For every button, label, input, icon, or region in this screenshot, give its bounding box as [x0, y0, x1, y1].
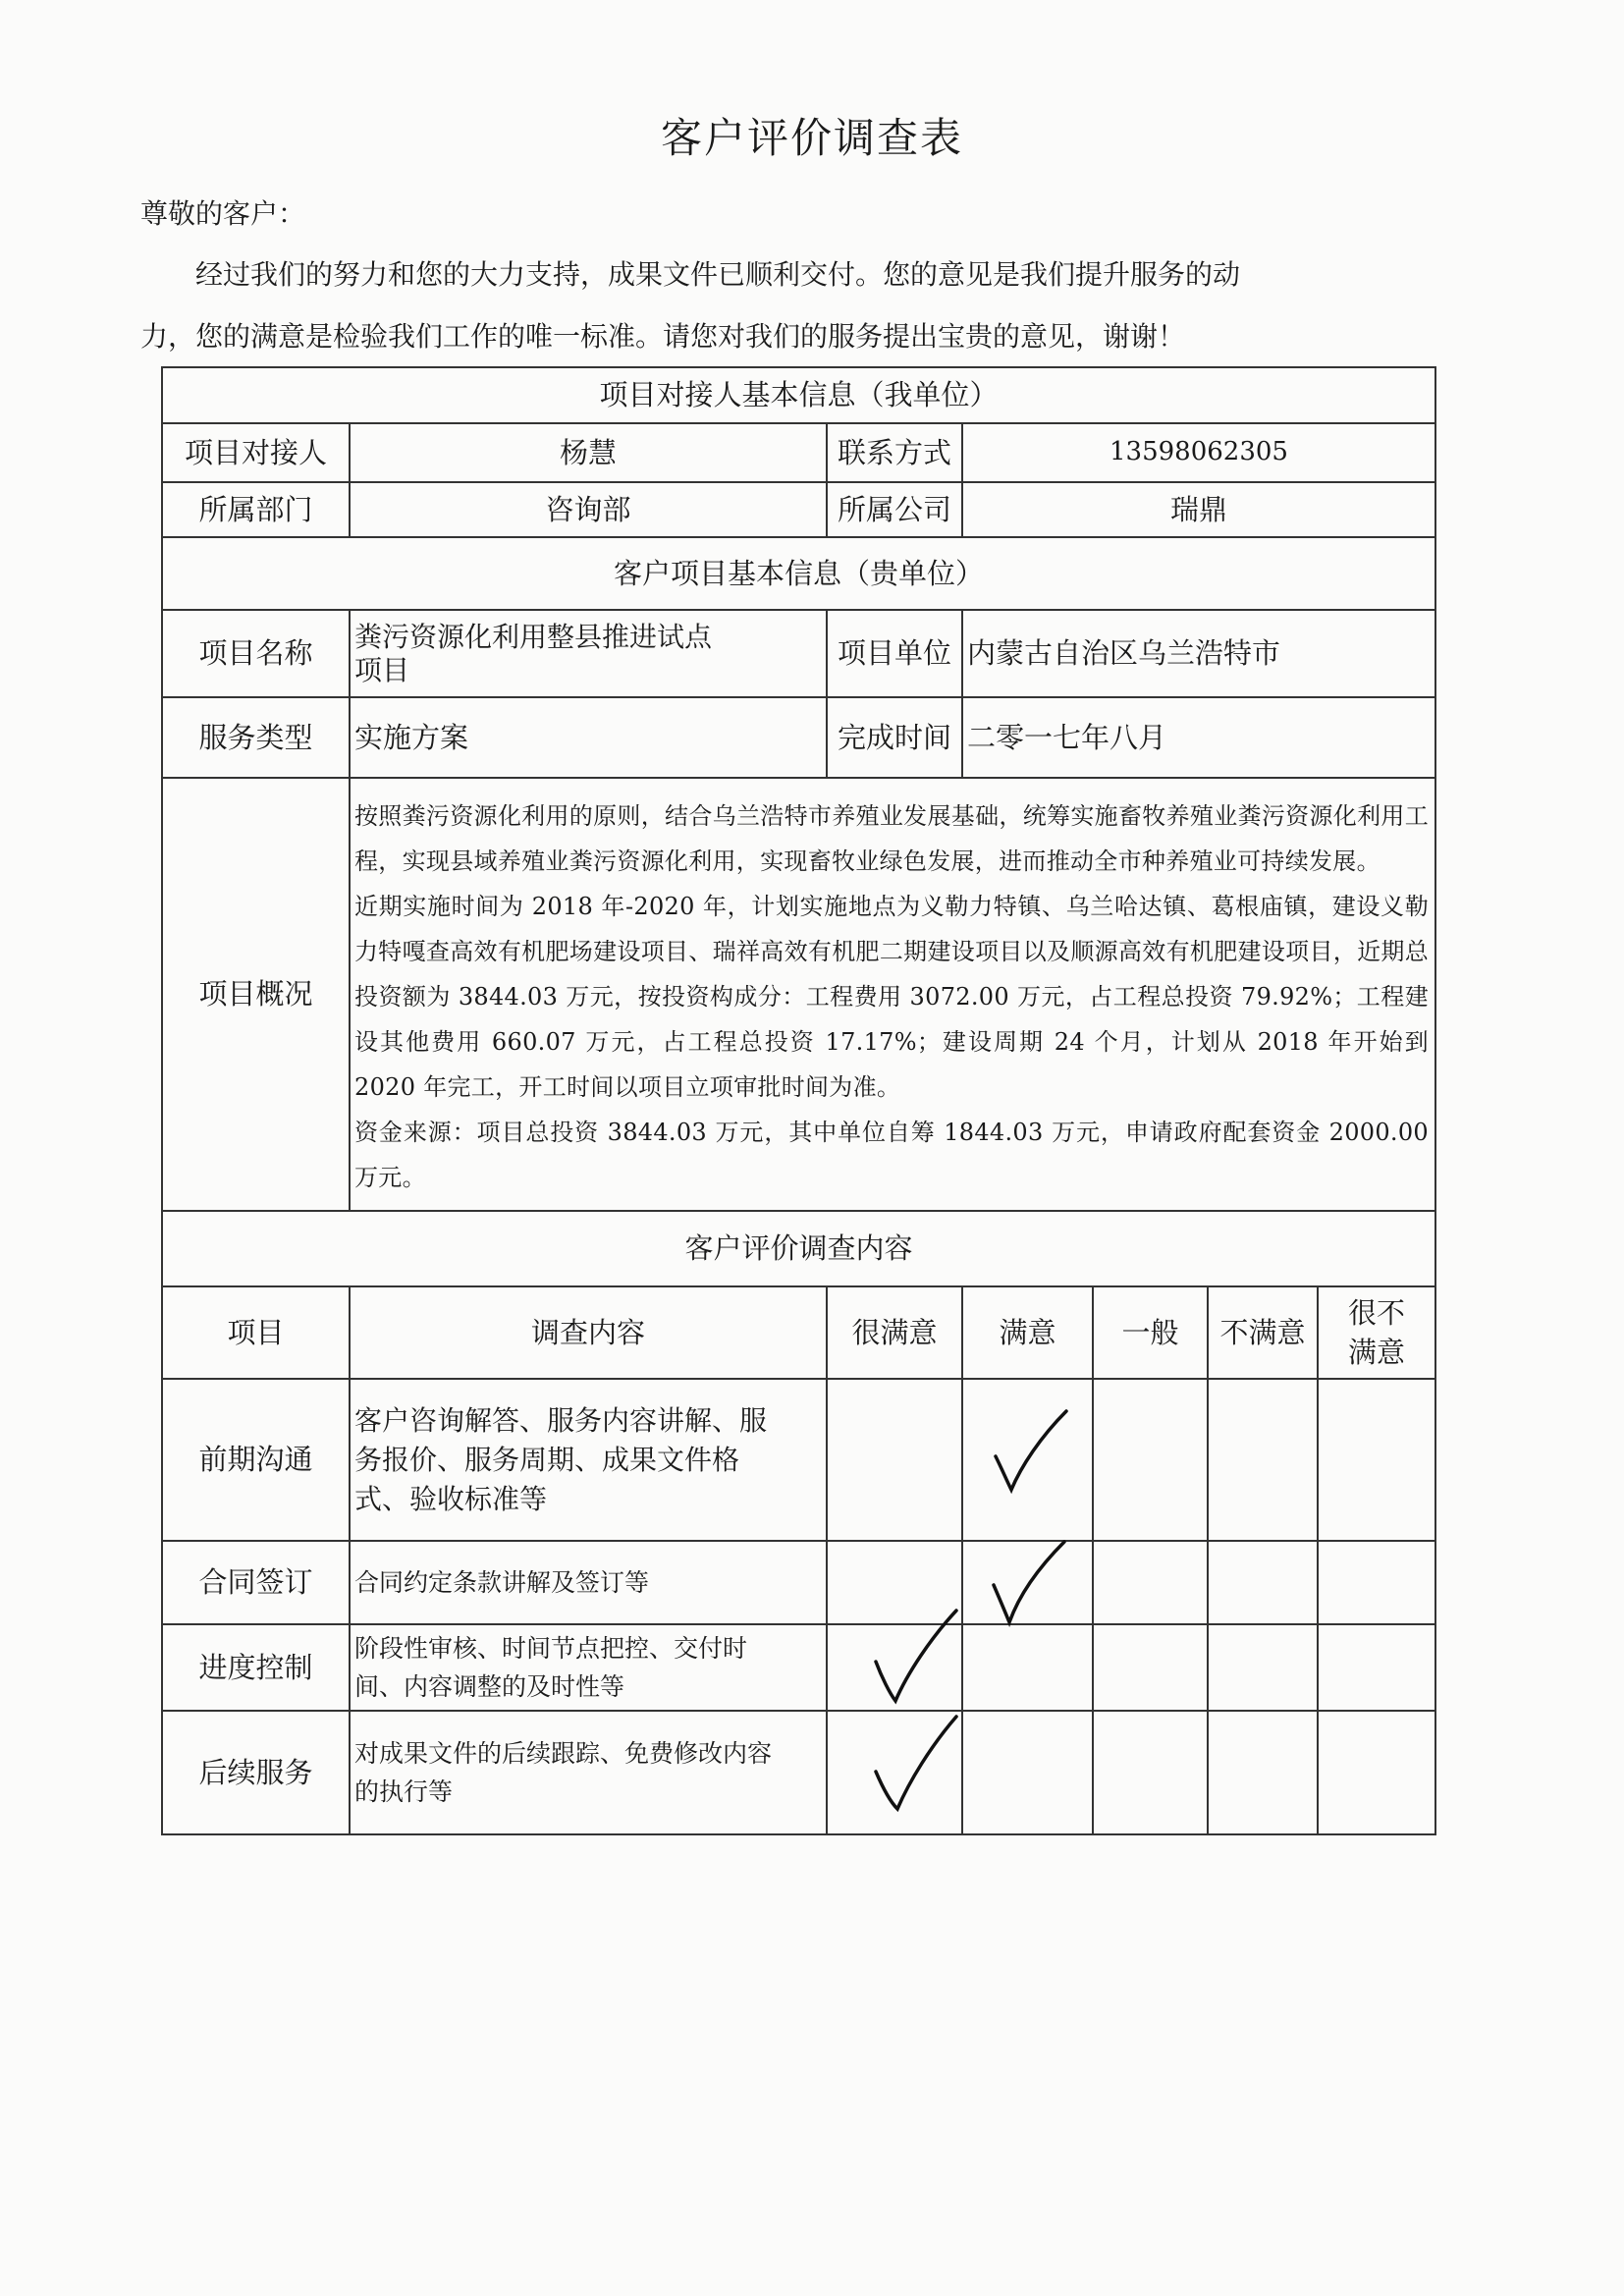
project-name-line-1: 粪污资源化利用整县推进试点 [354, 620, 713, 653]
document-title: 客户评价调查表 [660, 114, 963, 162]
rating-cell-average[interactable] [1092, 1378, 1209, 1542]
row-item-after-service: 后续服务 [161, 1710, 351, 1835]
intro-line-2: 力，您的满意是检验我们工作的唯一标准。请您对我们的服务提出宝贵的意见，谢谢！ [140, 320, 1186, 353]
phone-label: 联系方式 [826, 422, 963, 483]
overview-paragraph-3: 资金来源：项目总投资 3844.03 万元，其中单位自筹 1844.03 万元，申请政府配套资金 2000.00 万元。 [354, 1118, 1429, 1191]
check-mark-icon [872, 1715, 960, 1817]
row-item-progress-control: 进度控制 [161, 1623, 351, 1712]
project-name-line-2: 项目 [354, 653, 410, 686]
phone-value: 13598062305 [961, 422, 1436, 483]
check-mark-icon [990, 1540, 1068, 1632]
rating-cell-very-unsatisfied[interactable] [1317, 1710, 1436, 1835]
row-content-contract-signing: 合同约定条款讲解及签订等 [349, 1540, 828, 1625]
col-header-satisfied: 满意 [961, 1285, 1094, 1380]
client-section-header: 客户项目基本信息（贵单位） [161, 536, 1436, 611]
contact-person-value: 杨慧 [349, 422, 828, 483]
col-header-unsatisfied: 不满意 [1207, 1285, 1319, 1380]
rating-cell-satisfied[interactable] [961, 1710, 1094, 1835]
rating-cell-satisfied[interactable] [961, 1623, 1094, 1712]
row-content-after-service: 对成果文件的后续跟踪、免费修改内容的执行等 [349, 1710, 828, 1835]
department-value: 咨询部 [349, 481, 828, 538]
rating-cell-unsatisfied[interactable] [1207, 1623, 1319, 1712]
completion-value: 二零一七年八月 [961, 696, 1436, 779]
contact-person-label: 项目对接人 [161, 422, 351, 483]
project-unit-label: 项目单位 [826, 609, 963, 698]
row-content-pre-communication: 客户咨询解答、服务内容讲解、服务报价、服务周期、成果文件格式、验收标准等 [349, 1378, 828, 1542]
row-item-contract-signing: 合同签订 [161, 1540, 351, 1625]
col-header-very-unsatisfied-line-1: 很不 [1347, 1296, 1405, 1330]
col-header-very-unsatisfied [1317, 1285, 1436, 1380]
intro-line-1: 经过我们的努力和您的大力支持，成果文件已顺利交付。您的意见是我们提升服务的动 [195, 258, 1241, 291]
row-item-pre-communication: 前期沟通 [161, 1378, 351, 1542]
greeting: 尊敬的客户： [140, 197, 306, 230]
company-label: 所属公司 [826, 481, 963, 538]
col-header-content: 调查内容 [349, 1285, 828, 1380]
rating-cell-very-unsatisfied[interactable] [1317, 1378, 1436, 1542]
overview-paragraph-2: 近期实施时间为 2018 年-2020 年，计划实施地点为义勒力特镇、乌兰哈达镇、葛根庙镇，建设义勒力特嘎查高效有机肥场建设项目、瑞祥高效有机肥二期建设项目以及顺源高效有机肥建设项目，近期总投资额为 3844.03 万元，按投资构成分：工程费用 3072.00 万元，占工程总投资 79.92%；工程建设其他费用 660.07 万元，占工程总投资 17.17%；建设周期 24 个月，计划从 2018 年开始到 2020 年完工，开工时间以项目立项审批时间为准。 [354, 892, 1429, 1101]
rating-cell-very-unsatisfied[interactable] [1317, 1623, 1436, 1712]
rating-cell-unsatisfied[interactable] [1207, 1540, 1319, 1625]
service-type-value: 实施方案 [349, 696, 828, 779]
overview-paragraph-1: 按照粪污资源化利用的原则，结合乌兰浩特市养殖业发展基础，统筹实施畜牧养殖业粪污资源化利用工程，实现县域养殖业粪污资源化利用，实现畜牧业绿色发展，进而推动全市种养殖业可持续发展。 [354, 801, 1429, 875]
rating-cell-average[interactable] [1092, 1710, 1209, 1835]
project-unit-value: 内蒙古自治区乌兰浩特市 [961, 609, 1436, 698]
check-mark-icon [992, 1407, 1070, 1500]
project-name-label: 项目名称 [161, 609, 351, 698]
overview-text [349, 777, 1436, 1212]
rating-cell-unsatisfied[interactable] [1207, 1710, 1319, 1835]
rating-cell-very-satisfied[interactable] [826, 1378, 963, 1542]
col-header-average: 一般 [1092, 1285, 1209, 1380]
row-content-progress-control: 阶段性审核、时间节点把控、交付时间、内容调整的及时性等 [349, 1623, 828, 1712]
rating-cell-very-unsatisfied[interactable] [1317, 1540, 1436, 1625]
department-label: 所属部门 [161, 481, 351, 538]
completion-label: 完成时间 [826, 696, 963, 779]
contact-section-header: 项目对接人基本信息（我单位） [161, 366, 1436, 424]
evaluation-section-header: 客户评价调查内容 [161, 1210, 1436, 1287]
col-header-very-unsatisfied-line-2: 满意 [1347, 1336, 1405, 1369]
rating-cell-unsatisfied[interactable] [1207, 1378, 1319, 1542]
col-header-very-satisfied: 很满意 [826, 1285, 963, 1380]
rating-cell-average[interactable] [1092, 1540, 1209, 1625]
col-header-item: 项目 [161, 1285, 351, 1380]
service-type-label: 服务类型 [161, 696, 351, 779]
project-name-value [349, 609, 828, 698]
company-value: 瑞鼎 [961, 481, 1436, 538]
overview-label: 项目概况 [161, 777, 351, 1212]
check-mark-icon [872, 1609, 960, 1711]
rating-cell-average[interactable] [1092, 1623, 1209, 1712]
